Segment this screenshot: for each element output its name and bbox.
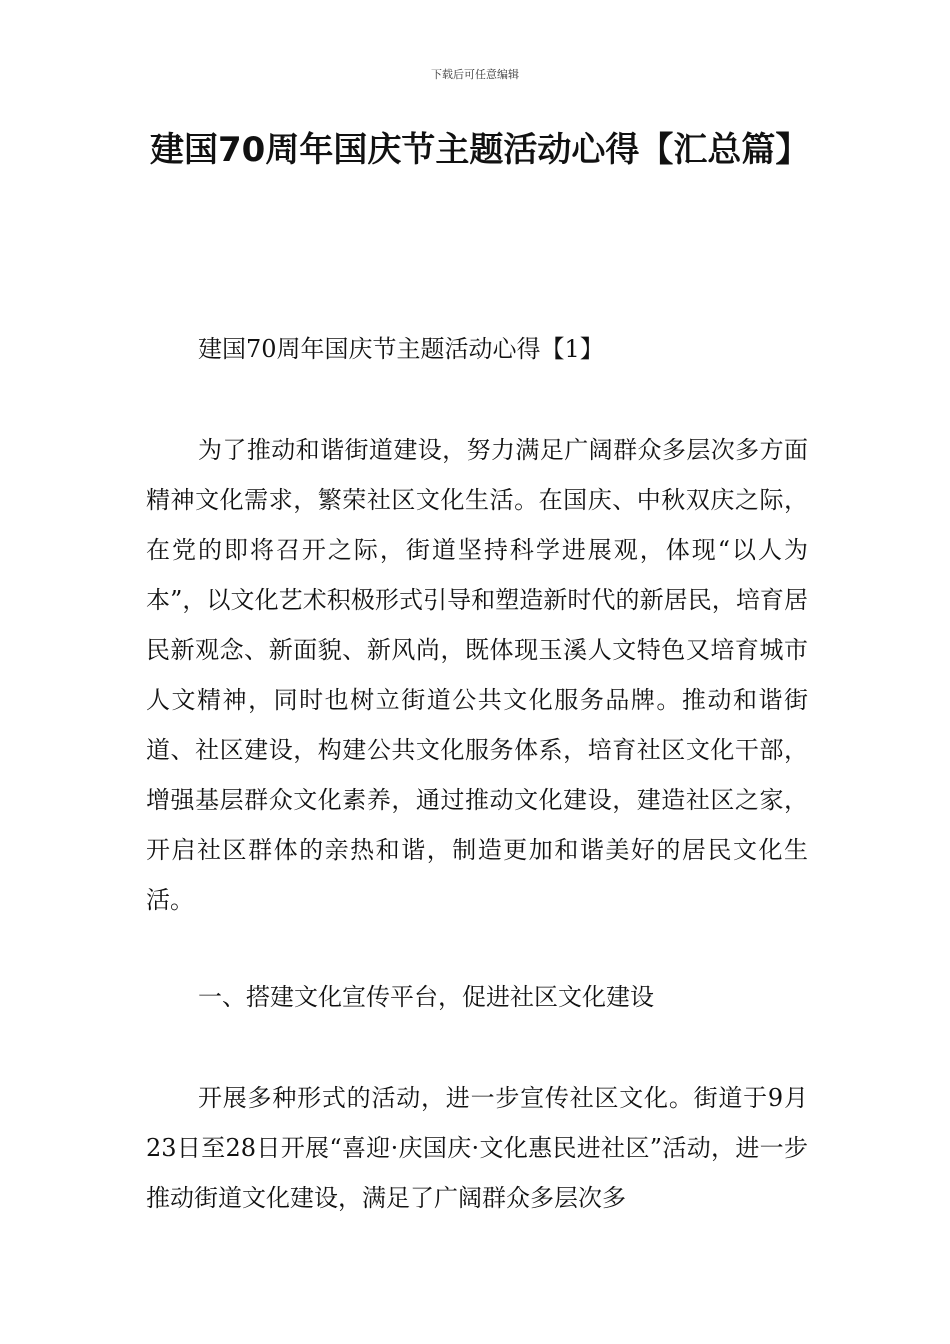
section-heading-1: 一、搭建文化宣传平台，促进社区文化建设 — [198, 983, 654, 1011]
body-paragraph-2: 开展多种形式的活动，进一步宣传社区文化。街道于9月23日至28日开展“喜迎·庆国庆·文化惠民进社区”活动，进一步推动街道文化建设，满足了广阔群众多层次多 — [146, 1084, 808, 1212]
header-note: 下载后可任意编辑 — [431, 68, 519, 81]
section-subheading: 建国70周年国庆节主题活动心得【1】 — [198, 335, 604, 363]
document-title: 建国70周年国庆节主题活动心得【汇总篇】 — [150, 130, 810, 170]
body-paragraph-1: 为了推动和谐街道建设，努力满足广阔群众多层次多方面精神文化需求，繁荣社区文化生活。在国庆、中秋双庆之际，在党的即将召开之际，街道坚持科学进展观，体现“以人为本”，以文化艺术积极形式引导和塑造新时代的新居民，培育居民新观念、新面貌、新风尚，既体现玉溪人文特色又培育城市人文精神，同时也树立街道公共文化服务品牌。推动和谐街道、社区建设，构建公共文化服务体系，培育社区文化干部，增强基层群众文化素养，通过推动文化建设，建造社区之家，开启社区群体的亲热和谐，制造更加和谐美好的居民文化生活。 — [146, 436, 808, 914]
